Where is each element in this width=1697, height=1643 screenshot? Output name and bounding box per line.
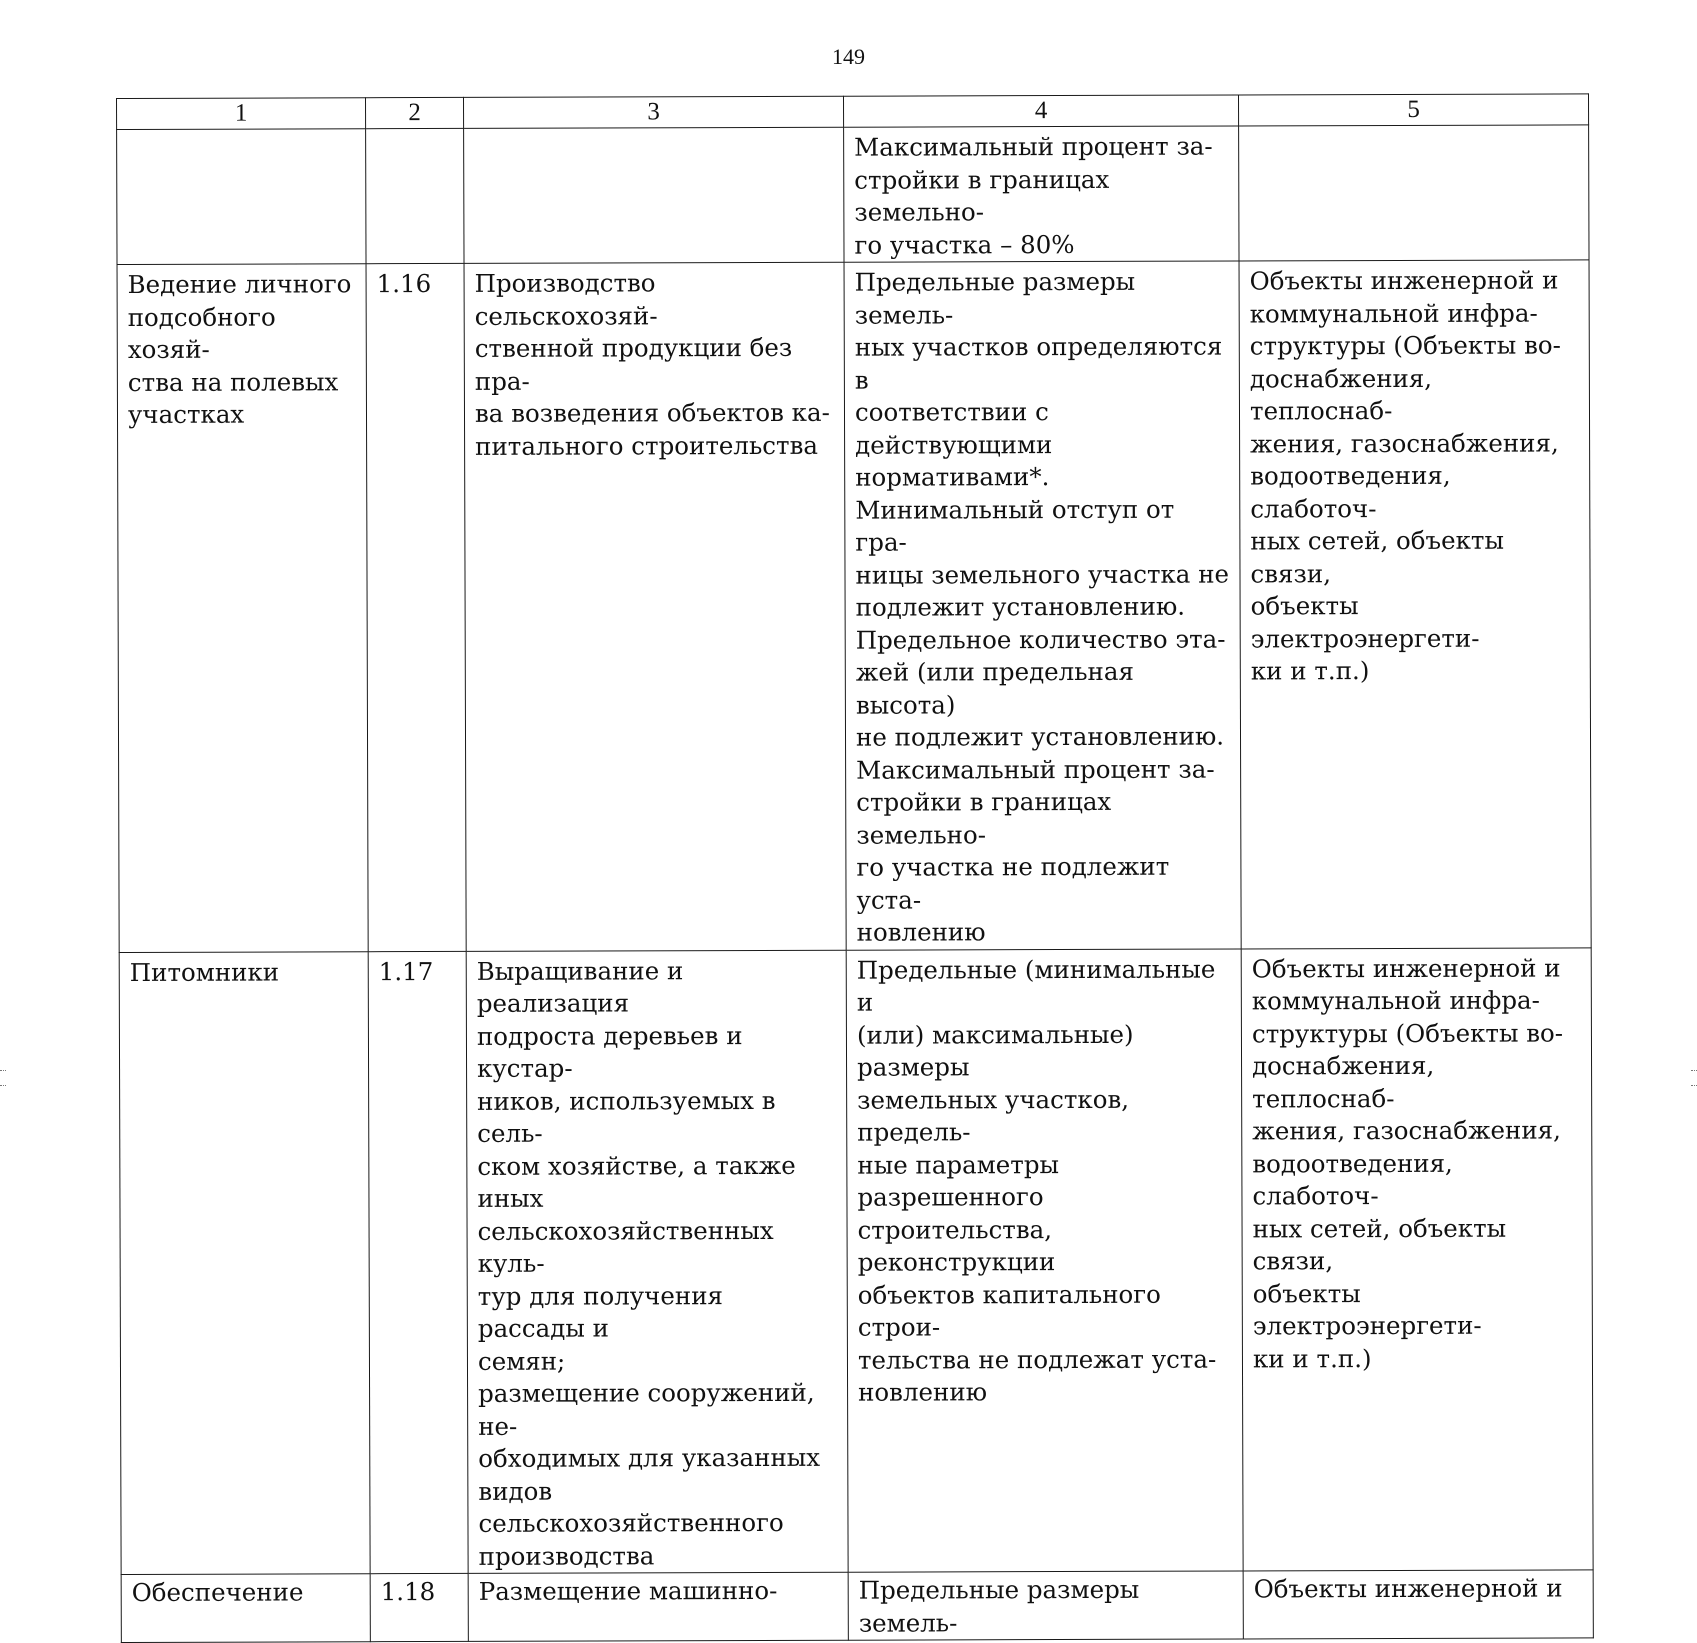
cell-paragraph: Обеспечение <box>132 1576 360 1609</box>
cell-code <box>370 1573 468 1641</box>
table-row-continuation <box>117 125 1589 265</box>
cell-parameters <box>846 948 1243 1572</box>
cell-paragraph: размещение сооружений, не- обходимых для указанных видов сельскохозяйственного производства <box>478 1377 838 1573</box>
cell-description <box>464 127 844 263</box>
column-header-4: 4 <box>843 95 1238 127</box>
cell-paragraph: Производство сельскохозяй- ственной продукции без пра- ва возведения объектов ка- питального строительства <box>475 267 835 463</box>
regulations-table <box>116 93 1594 1643</box>
cell-paragraph: Размещение машинно- <box>479 1575 838 1609</box>
cell-code <box>366 263 466 951</box>
column-header-3: 3 <box>463 96 843 128</box>
cell-code <box>368 951 468 1574</box>
cell-land-use-type <box>117 129 366 265</box>
cell-land-use-type <box>117 264 368 952</box>
scan-edge-mark-left <box>0 1070 6 1086</box>
cell-paragraph: Выращивание и реализация подроста деревьев и кустар- ников, используемых в сель- ском хозяйстве, а также иных сельскохозяйственных куль- тур для получения рассады и семян; <box>477 954 837 1378</box>
table-row-1-16 <box>117 260 1591 952</box>
cell-paragraph: Максимальный процент за- стройки в границах земельно- го участка не подлежит уста- новлению <box>856 753 1231 949</box>
cell-land-use-type <box>121 1574 370 1643</box>
cell-auxiliary-objects <box>1243 1570 1593 1639</box>
cell-parameters <box>844 261 1241 950</box>
cell-paragraph: Объекты инженерной и <box>1254 1572 1583 1606</box>
cell-paragraph: Предельные (минимальные и (или) максимальные) размеры земельных участков, предель- ные параметры разрешенного строительства, реконструкции объектов капитального строи- тельства не подлежат уста- новлению <box>857 953 1232 1409</box>
cell-paragraph: Питомники <box>130 956 358 989</box>
column-header-5: 5 <box>1238 94 1588 126</box>
cell-paragraph: Предельное количество эта- жей (или предельная высота) не подлежит установлению. <box>856 623 1230 754</box>
cell-paragraph: 1.17 <box>379 955 456 988</box>
scan-edge-mark-right <box>1691 1070 1697 1086</box>
cell-paragraph: Объекты инженерной и коммунальной инфра- структуры (Объекты во- доснабжения, теплоснаб- жения, газоснабжения, водоотведения, слаботоч- ных сетей, объекты связи, объекты электроэнергети- ки и т.п.) <box>1250 264 1580 688</box>
cell-paragraph: Предельные размеры земель- <box>859 1573 1233 1639</box>
cell-auxiliary-objects <box>1239 260 1591 949</box>
column-header-1: 1 <box>117 98 366 130</box>
cell-auxiliary-objects <box>1239 125 1589 261</box>
column-header-2: 2 <box>366 97 464 128</box>
cell-parameters <box>844 126 1239 262</box>
cell-paragraph: Минимальный отступ от гра- ницы земельного участка не подлежит установлению. <box>855 493 1229 624</box>
cell-description <box>464 262 846 951</box>
cell-paragraph: Предельные размеры земель- ных участков определяются в соответствии с действующими нормативами*. <box>855 266 1230 495</box>
cell-paragraph: 1.18 <box>381 1576 458 1609</box>
cell-auxiliary-objects <box>1241 947 1593 1571</box>
page-number: 149 <box>0 44 1697 70</box>
cell-description <box>466 950 848 1574</box>
cell-paragraph: Объекты инженерной и коммунальной инфра- структуры (Объекты во- доснабжения, теплоснаб- жения, газоснабжения, водоотведения, слаботоч- ных сетей, объекты связи, объекты электроэнергети- ки и т.п.) <box>1252 952 1582 1376</box>
cell-description <box>468 1572 848 1641</box>
cell-parameters <box>848 1571 1243 1640</box>
cell-land-use-type <box>119 951 370 1574</box>
cell-paragraph: Ведение личного подсобного хозяй- ства на полевых участках <box>128 268 357 431</box>
cell-paragraph <box>474 132 833 133</box>
table-row-1-17 <box>119 947 1593 1574</box>
cell-paragraph <box>127 133 355 134</box>
cell-paragraph: Максимальный процент за- стройки в границах земельно- го участка – 80% <box>854 131 1228 262</box>
table-row-1-18 <box>121 1570 1593 1643</box>
cell-paragraph: 1.16 <box>377 268 454 301</box>
table-header-row <box>117 94 1589 130</box>
cell-paragraph <box>1249 129 1578 130</box>
cell-code <box>366 128 464 263</box>
